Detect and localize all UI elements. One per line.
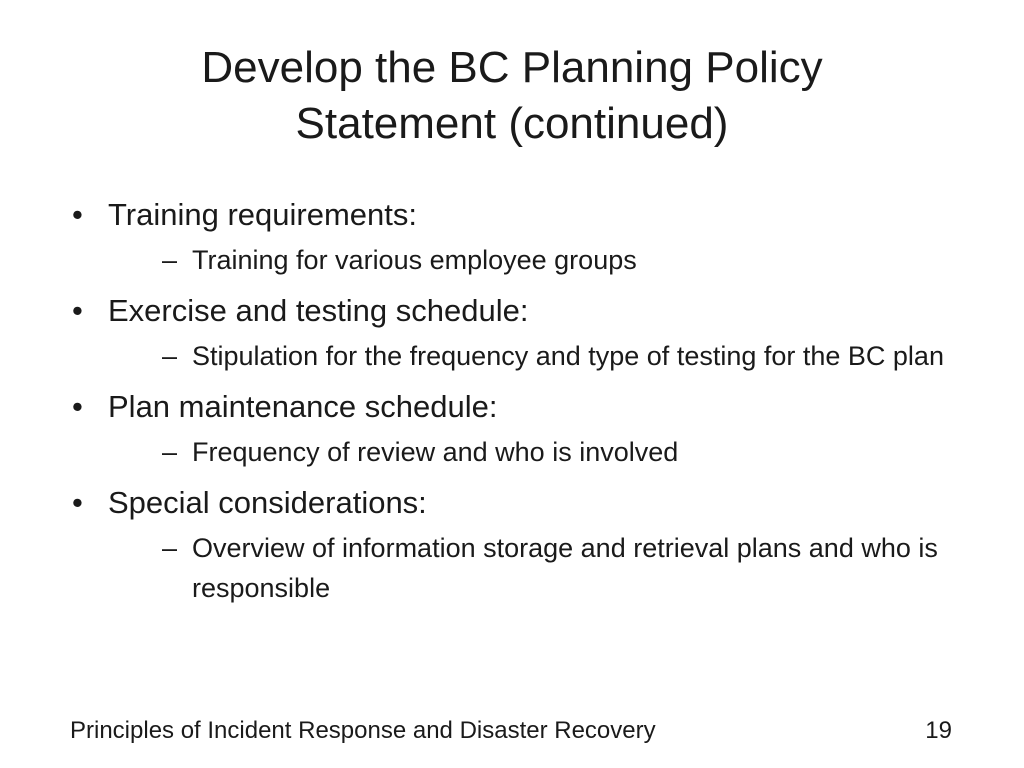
slide-title	[60, 40, 964, 152]
bullet-marker: •	[72, 485, 83, 520]
sub-bullet-item	[108, 336, 950, 376]
bullet-item-special	[70, 484, 950, 608]
sub-bullet-list	[108, 528, 950, 608]
bullet-item-maintenance	[70, 388, 950, 472]
sub-bullet-item	[108, 432, 950, 472]
footer-page-number: 19	[925, 717, 952, 744]
bullet-marker: •	[72, 389, 83, 424]
sub-bullet-text: Overview of information storage and retrieval plans and who is responsible	[192, 533, 938, 603]
sub-bullet-marker: –	[162, 533, 178, 563]
sub-bullet-marker: –	[162, 341, 178, 371]
bullet-list	[70, 196, 950, 620]
slide-title-line-2: Statement (continued)	[295, 99, 729, 148]
sub-bullet-marker: –	[162, 245, 178, 275]
sub-bullet-item	[108, 528, 950, 608]
slide-title-line-1: Develop the BC Planning Policy	[201, 43, 823, 92]
sub-bullet-list	[108, 432, 950, 472]
bullet-text: Exercise and testing schedule:	[108, 293, 529, 328]
sub-bullet-list	[108, 240, 950, 280]
bullet-text: Training requirements:	[108, 197, 417, 232]
bullet-marker: •	[72, 197, 83, 232]
sub-bullet-text: Frequency of review and who is involved	[192, 437, 679, 467]
sub-bullet-item	[108, 240, 950, 280]
bullet-text: Plan maintenance schedule:	[108, 389, 498, 424]
sub-bullet-list	[108, 336, 950, 376]
sub-bullet-text: Training for various employee groups	[192, 245, 637, 275]
bullet-item-training	[70, 196, 950, 280]
sub-bullet-marker: –	[162, 437, 178, 467]
bullet-text: Special considerations:	[108, 485, 427, 520]
bullet-marker: •	[72, 293, 83, 328]
sub-bullet-text: Stipulation for the frequency and type of testing for the BC plan	[192, 341, 944, 371]
footer-course-title: Principles of Incident Response and Disaster Recovery	[70, 717, 656, 744]
bullet-item-exercise	[70, 292, 950, 376]
